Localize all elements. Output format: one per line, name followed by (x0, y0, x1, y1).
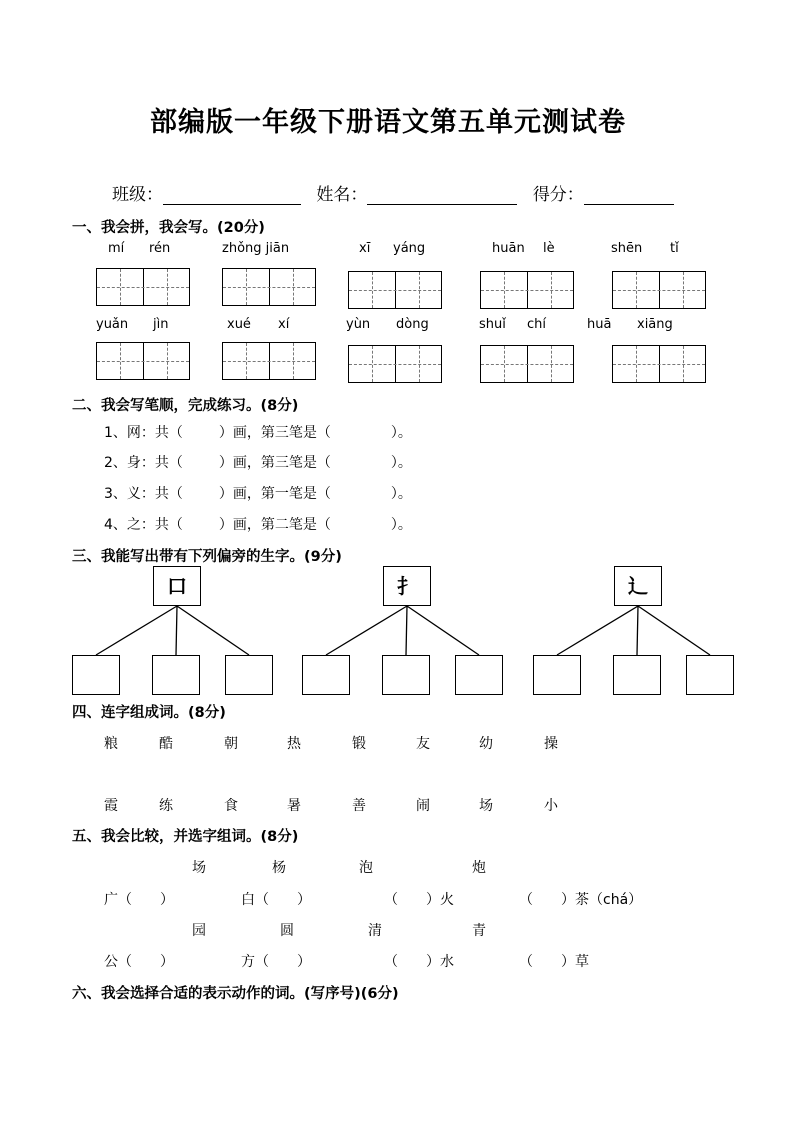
answer-box[interactable] (72, 655, 120, 695)
answer-box[interactable] (225, 655, 273, 695)
answer-box[interactable] (455, 655, 503, 695)
class-label: 班级： (112, 185, 163, 205)
pinyin-label: rén (149, 241, 171, 256)
pinyin-label: chí (527, 317, 546, 332)
answer-box[interactable] (686, 655, 734, 695)
pinyin-label: xī (359, 241, 371, 256)
question-text: 4、之：共（ (104, 517, 183, 533)
compare-char: 圆 (280, 923, 294, 939)
question-text: ）画，第二笔是（ (218, 517, 331, 533)
compare-char: 泡 (359, 860, 373, 876)
pinyin-label: shuǐ (479, 317, 506, 332)
name-label: 姓名： (316, 185, 368, 205)
answer-box[interactable] (302, 655, 350, 695)
question-text: ）画，第一笔是（ (218, 486, 331, 502)
pinyin-label: yáng (393, 241, 426, 256)
pinyin-label: zhǒng jiān (222, 241, 290, 256)
question-text: ）画，第三笔是（ (218, 455, 331, 471)
question-text: 1、网：共（ (104, 425, 183, 441)
pinyin-label: mí (108, 241, 125, 256)
question-text: ）。 (390, 517, 412, 533)
compare-char: 清 (368, 923, 382, 939)
answer-box[interactable] (152, 655, 200, 695)
char-item[interactable]: 锻 (352, 736, 366, 752)
pinyin-label: yùn (346, 317, 371, 332)
char-item[interactable]: 暑 (287, 798, 301, 814)
char-item[interactable]: 操 (544, 736, 558, 752)
section-1-heading: 一、我会拼，我会写。(20分) (72, 220, 265, 236)
word-blank[interactable]: 白（ ） (241, 892, 311, 908)
compare-char: 场 (192, 860, 206, 876)
compare-char: 炮 (472, 860, 486, 876)
word-blank[interactable]: 公（ ） (104, 954, 174, 970)
word-blank[interactable]: 方（ ） (241, 954, 311, 970)
word-blank[interactable]: （ ）火 (384, 892, 454, 908)
page-title: 部编版一年级下册语文第五单元测试卷 (150, 107, 626, 138)
char-item[interactable]: 食 (224, 798, 238, 814)
word-blank[interactable]: （ ）茶（chá） (519, 892, 643, 908)
char-item[interactable]: 热 (287, 736, 301, 752)
question-text: 3、义：共（ (104, 486, 183, 502)
question-text: ）画，第三笔是（ (218, 425, 331, 441)
radical-box-zou: 辶 (614, 566, 662, 606)
word-blank[interactable]: （ ）草 (519, 954, 589, 970)
question-text: ）。 (390, 425, 412, 441)
word-blank[interactable]: （ ）水 (384, 954, 454, 970)
question-text: ）。 (390, 486, 412, 502)
pinyin-label: jìn (153, 317, 169, 332)
section-5-heading: 五、我会比较，并选字组词。(8分) (72, 829, 299, 845)
pinyin-label: tǐ (670, 241, 679, 256)
pinyin-label: lè (543, 241, 555, 256)
score-label: 得分： (532, 185, 584, 205)
pinyin-label: huān (492, 241, 525, 256)
section-4-heading: 四、连字组成词。(8分) (72, 705, 226, 721)
char-item[interactable]: 友 (416, 736, 430, 752)
char-item[interactable]: 场 (479, 798, 493, 814)
question-text: ）。 (390, 455, 412, 471)
answer-box[interactable] (613, 655, 661, 695)
answer-box[interactable] (533, 655, 581, 695)
pinyin-label: xí (278, 317, 290, 332)
char-item[interactable]: 小 (544, 798, 558, 814)
section-3-heading: 三、我能写出带有下列偏旁的生字。(9分) (72, 549, 342, 565)
pinyin-label: xué (227, 317, 251, 332)
compare-char: 园 (192, 923, 206, 939)
compare-char: 青 (472, 923, 486, 939)
char-item[interactable]: 练 (159, 798, 173, 814)
char-item[interactable]: 粮 (104, 736, 118, 752)
char-item[interactable]: 酷 (159, 736, 173, 752)
question-text: 2、身：共（ (104, 455, 183, 471)
char-item[interactable]: 闹 (416, 798, 430, 814)
pinyin-label: dòng (396, 317, 429, 332)
radical-box-kou: 口 (153, 566, 201, 606)
char-item[interactable]: 善 (352, 798, 366, 814)
pinyin-label: yuǎn (96, 317, 129, 332)
char-item[interactable]: 朝 (224, 736, 238, 752)
pinyin-label: xiāng (637, 317, 673, 332)
section-6-heading: 六、我会选择合适的表示动作的词。(写序号)(6分) (72, 986, 399, 1002)
word-blank[interactable]: 广（ ） (104, 892, 174, 908)
radical-box-shou: 扌 (383, 566, 431, 606)
pinyin-label: shēn (611, 241, 643, 256)
answer-box[interactable] (382, 655, 430, 695)
pinyin-label: huā (587, 317, 612, 332)
section-2-heading: 二、我会写笔顺，完成练习。(8分) (72, 398, 299, 414)
char-item[interactable]: 幼 (479, 736, 493, 752)
char-item[interactable]: 霞 (104, 798, 118, 814)
compare-char: 杨 (272, 860, 286, 876)
